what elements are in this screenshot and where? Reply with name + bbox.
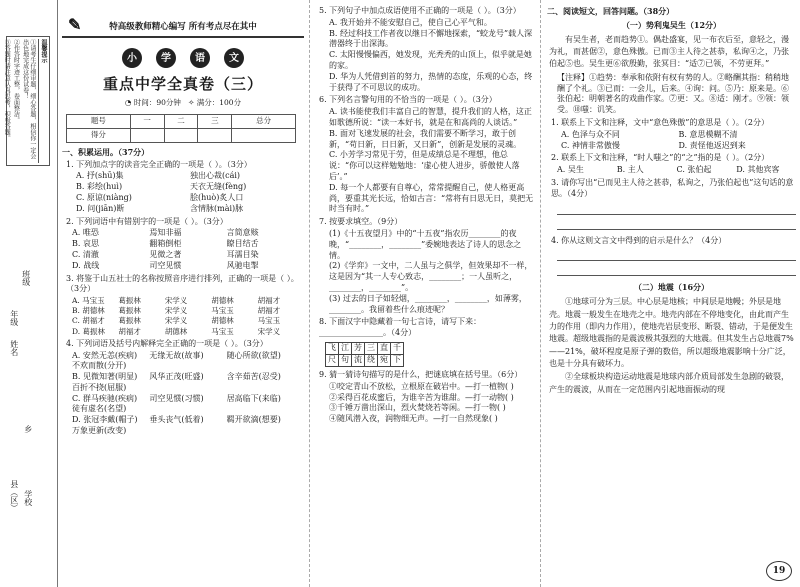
option: 风驰电掣: [226, 260, 259, 270]
riddle: ②采得百花成蜜后，为谁辛苦为谁甜。—打一动物( ): [329, 392, 514, 402]
question: 3. 将鉴于山五社士的名称按照音序进行排列，正确的一项是（ ）。（3分）: [66, 273, 299, 294]
option: 垂头丧气(低着): [149, 415, 204, 425]
option-row: [72, 239, 304, 250]
answer-line[interactable]: [557, 249, 796, 261]
option: 言简意赅: [226, 228, 259, 238]
grid-char: 芳: [352, 342, 365, 354]
option: C. 小芳学习常见于劳，但是成绩总是不理想，他总说：“你可以这样勉勉地：‘虚心使人进步，骄傲使人落后’。”: [329, 150, 520, 181]
class-label: 班级: [21, 270, 31, 286]
option: 不欢而散(分开): [72, 361, 127, 371]
notice-line: ②作答时字迹工整，卷面整洁。: [12, 39, 20, 123]
section-title: 二、阅读短文，回答问题。（38分）: [547, 6, 675, 16]
notice-line: ③答题时请注意认真思考，积极答题。: [3, 39, 11, 141]
option-row: [72, 327, 304, 337]
subject-circles: [62, 48, 304, 68]
notice-box: [3, 36, 50, 166]
option-row: [72, 306, 304, 316]
subject-char: 语: [190, 48, 210, 68]
exam-score: 满分：100分: [196, 97, 242, 107]
option: 徒有虚名(名望): [72, 404, 127, 414]
option: B. 哀思: [72, 239, 99, 249]
option: A. 读书能使我们丰富自己的智慧，提升我们的人格，这正如歌德所说：“读一本好书，就是在和高尚的人谈话。”: [329, 107, 532, 127]
option: 胡德林: [211, 316, 234, 326]
question: 2. 下列词语中有错别字的一项是（ ）。（3分）: [66, 216, 228, 226]
option-row: [72, 383, 304, 394]
option: 马宝玉: [211, 326, 234, 336]
option: 耳濡目染: [226, 250, 259, 260]
option: 宋学义: [164, 306, 188, 316]
option: 司空见惯(习惯): [149, 393, 204, 403]
option: C. 太阳慢慢偏西，她发现，光秃秃的山顶上，似乎就是她的家。: [329, 50, 532, 70]
option: 瞭目结舌: [226, 239, 259, 249]
subject-char: 学: [156, 48, 176, 68]
option: D. 问(jiān)断: [76, 203, 125, 213]
grid-char: 下: [391, 354, 404, 366]
option: 羁开欲滴(想要): [226, 415, 281, 425]
option: D. 战线: [72, 260, 100, 270]
option-row: [72, 426, 304, 437]
passage-paragraph: 有吴生者，老而趋势①。偶赴盛宴，见一布衣后至，意轻之，漫为礼，而甚倨②，意色殊傲。已而③主人待之甚恭，私询④之，乃张伯起⑤也。吴生更⑥欲殷勤，张冥目：“适⑦已领，不劳更拜。”: [549, 34, 789, 69]
option: 无缘无故(故事): [149, 350, 204, 360]
question: 6. 下列名言警句用的不恰当的一项是（ ）。（3分）: [319, 95, 497, 105]
exam-title: 重点中学全真卷（三）: [102, 75, 263, 94]
option: A. 抒(shū)集: [76, 171, 124, 181]
notice-line: ①请考生仔细审题，细心答题，相信你一定会出色地完成这份试卷！: [21, 39, 36, 159]
option: C. 胡福才: [72, 316, 105, 326]
question: 4. 下列词语及括号内解释完全正确的一项是（ ）。（3分）: [66, 338, 268, 348]
option: 风华正茂(旺盛): [149, 372, 204, 382]
passage-note: 【注释】①趋势：奉承和依附有权有势的人。②略酬其指：稍稍地酬了个礼。③已而：一会儿，后来。④询：问。⑤乃：原来是。⑥张伯起：明朝著名的戏曲作家。⑦更：又。⑧适：刚才。⑨领：领受。⑩嗤：讥笑。: [557, 72, 789, 115]
question: 1. 联系上下文和注释，文中“意色殊傲”的意思是（ ）。（2分）: [551, 117, 769, 127]
option: D. 葛振林: [72, 326, 106, 336]
score-header: 总分: [232, 114, 296, 128]
option: 葛振林: [118, 316, 141, 326]
option: 宋学义: [164, 316, 188, 326]
name-label: 姓名: [9, 340, 19, 356]
option: D. 华为人凭借到首的努力，热情的态度，乐观的心态，终于获得了不可思议的成功。: [329, 71, 533, 92]
option: 胡福才: [257, 306, 281, 316]
option-row: [72, 372, 304, 383]
option: A. 唯恐: [72, 228, 99, 238]
riddle: ④随风潜入夜，润物细无声。—打一自然现象( ): [329, 414, 498, 424]
option: 胡德林: [164, 326, 188, 336]
grade-label: 年级: [9, 310, 19, 326]
option: D. 每一个人都要有自尊心，常常提醒自己，使人格更高尚，要重其光长远，恰如古言：“常将有日思无日，莫把无时当有时。”: [329, 182, 534, 214]
option: B. 主人: [616, 165, 644, 175]
fill-blank[interactable]: (1)《十五夜望月》中的“十五夜”指农历________的夜晚，“________，________”委婉地表达了诗人的思念之情。: [329, 228, 522, 260]
option: C. 神情非常傲慢: [561, 140, 620, 150]
grid-char: 流: [352, 354, 365, 366]
question: 3. 请你写出“已而见主人待之甚恭，私询之，乃张伯起也”这句话的意思。（4分）: [551, 177, 794, 198]
question: 5. 下列句子中加点成语使用不正确的一项是（ ）。（3分）: [319, 6, 521, 15]
option: A. 安然无恙(疾病): [72, 350, 138, 360]
question: 7. 按要求填空。（9分）: [319, 217, 403, 227]
option-row: [72, 250, 304, 261]
option: C. 张伯起: [676, 165, 712, 175]
passage-title: （二）地震（16分）: [633, 282, 710, 293]
option: 胡福才: [257, 296, 281, 306]
option: A. 吴生: [557, 165, 584, 175]
binding-strip: [0, 0, 58, 587]
subject-char: 文: [224, 48, 244, 68]
score-row-label: 得分: [67, 128, 131, 142]
option: C. 清澈: [72, 250, 99, 260]
option: 天衣无缝(fèng): [190, 182, 247, 192]
option: B. 胡德林: [72, 306, 105, 316]
question: 4. 你从这则文言文中得到的启示是什么？（4分）: [551, 235, 727, 245]
option: 含辛茹苦(忍受): [226, 372, 281, 382]
page-number: 19: [766, 561, 792, 581]
option-row: [72, 394, 304, 405]
option: 居高临下(来临): [226, 393, 281, 403]
grid-char: 三: [365, 342, 378, 354]
option: 随心所欲(欲望): [226, 350, 281, 360]
option: A. 色泽与众不同: [561, 129, 620, 139]
option: 葛振林: [118, 296, 141, 306]
question: 2. 联系上下文和注释，“时人嗤之”的“之”指的是（ ）。（2分）: [551, 153, 770, 163]
subject-char: 小: [122, 48, 142, 68]
option-row: [72, 404, 304, 415]
grid-char: 江: [339, 342, 352, 354]
answer-line[interactable]: [557, 203, 796, 215]
pen-book-icon: ✎: [68, 15, 82, 34]
grid-char: 宛: [378, 354, 391, 366]
star-icon: ✧: [188, 97, 195, 107]
column-1: [62, 0, 304, 587]
option: 宋学义: [257, 326, 281, 336]
question: 9. 猜一猜诗句描写的是什么，把谜底填在括号里。（6分）: [319, 369, 523, 379]
answer-line[interactable]: [557, 264, 796, 276]
score-table: [66, 114, 296, 143]
option: 独出心裁(cái): [190, 171, 241, 181]
option: C. 原谅(niàng): [76, 193, 132, 203]
option: 万象更新(改变): [72, 426, 127, 436]
option-row: [557, 165, 796, 176]
option: 马宝玉: [211, 306, 234, 316]
option: A. 我开始并不能安慰自己，使自己心平气和。: [329, 17, 492, 27]
option: B. 面对飞速发展的社会，我们需要不断学习，敢于创新，“苟日新，日日新，又日新”，创新是发展的灵魂。: [329, 128, 522, 149]
grid-char: 千: [391, 342, 404, 354]
fill-blank[interactable]: (2)《学弈》一文中，二人虽与之俱学，但效果却不一样，这是因为“其一人专心致志，________；一人虽听之，________，________”。: [329, 261, 533, 292]
option: B. 见微知著(明显): [72, 372, 138, 382]
option: 马宝玉: [257, 316, 281, 326]
option: A. 马宝玉: [72, 296, 105, 306]
option: 翻箱倒柜: [149, 239, 182, 249]
option-row: [72, 351, 304, 362]
option: D. 责怪他返迟到来: [678, 140, 746, 150]
riddle: ③千锤万凿出深山，烈火焚烧若等闲。—打一物( ): [329, 403, 506, 413]
option: 胡福才: [118, 326, 141, 336]
hidden-poem-grid: [325, 342, 404, 367]
option: 葛振林: [118, 306, 141, 316]
option-row: [72, 261, 304, 272]
option: 含情脉(mài)脉: [190, 203, 244, 213]
options: [561, 130, 796, 152]
option-row: [72, 296, 304, 306]
school-label: 学校: [23, 490, 33, 506]
clock-icon: ◔: [124, 97, 132, 107]
question: 1. 下列加点字的读音完全正确的一项是（ ）。（3分）: [66, 159, 252, 169]
grid-char: 句: [339, 354, 352, 366]
grid-char: 尺: [326, 354, 339, 366]
option: 宋学义: [164, 296, 188, 306]
header-slogan: 特高级教师精心编写 所有考点尽在其中: [109, 22, 257, 32]
passage-title: （一）势利鬼吴生（12分）: [621, 19, 722, 30]
option: D. 其他宾客: [736, 165, 780, 175]
passage-paragraph: ①地球可分为三层。中心层是地核；中间层是地幔；外层是地壳。地震一般发生在地壳之中。地壳内部在不停地变化，由此而产生力的作用（即内力作用），使地壳岩层变形、断裂、错动，于是便发生地震。超级地震指的是震波极其强烈的大地震。但其发生占总地震7%——21%，破坏程度是原子弹的数倍，所以超级地震影响十分广泛，也是十分具有破坏力。: [549, 297, 794, 369]
option: B. 意思模糊不清: [678, 129, 738, 139]
option-row: [72, 415, 304, 426]
town-label: 乡: [23, 425, 33, 433]
option: C. 群马疾驰(疾病): [72, 393, 138, 403]
option: 脍(huò)炙人口: [190, 193, 244, 203]
grid-char: 飞: [326, 342, 339, 354]
score-header: 题号: [67, 114, 131, 128]
score-header: 二: [164, 114, 198, 128]
score-cell[interactable]: [164, 128, 198, 142]
column-2: [309, 0, 535, 587]
grid-char: 直: [378, 342, 391, 354]
county-label: 县（区）: [9, 480, 19, 512]
notice-title: 温馨提示: [38, 39, 47, 163]
passage-paragraph: ②全球板块构造运动地震是地球内部介质局部发生急剧的破裂，产生的震波，从而在一定范围内引起地面振动的现: [549, 372, 789, 394]
grid-char: 绕: [365, 354, 378, 366]
score-cell[interactable]: [130, 128, 164, 142]
exam-meta: [62, 98, 304, 108]
column-3: [540, 0, 796, 587]
question: 8. 下面汉字中隐藏着一句七言诗，请写下来：________________。（4分）: [319, 317, 482, 338]
score-cell[interactable]: [232, 128, 296, 142]
score-cell[interactable]: [198, 128, 232, 142]
option: 百折不挠(屈服): [72, 382, 127, 392]
score-header: 三: [198, 114, 232, 128]
riddle: ①咬定青山不放松，立根原在破岩中。—打一植物( ): [329, 381, 514, 391]
section-title: 一、积累运用。（37分）: [62, 146, 150, 157]
exam-time: 时间：90分钟: [133, 97, 181, 107]
options: [76, 171, 304, 214]
fill-blank[interactable]: (3) 过去的日子如轻烟，________，________，如薄雾，________。我留着些什么痕迹呢？: [329, 293, 527, 314]
option: 胡德林: [211, 296, 234, 306]
option: 司空见惯: [149, 260, 182, 270]
answer-line[interactable]: [557, 218, 796, 230]
option: B. 经过科技工作者夜以继日不懈地探索，“蛟龙号”载人深潜器终于出深海。: [329, 28, 533, 49]
option-row: [72, 228, 304, 239]
score-header: 一: [130, 114, 164, 128]
option: 焉知非福: [149, 228, 182, 238]
header-bar: [62, 0, 304, 38]
option-row: [72, 361, 304, 372]
option: B. 彩绘(huì): [76, 182, 123, 192]
option-row: [72, 316, 304, 326]
option: 见微之著: [149, 250, 182, 260]
option: D. 张冠李戴(帽子): [72, 415, 138, 425]
